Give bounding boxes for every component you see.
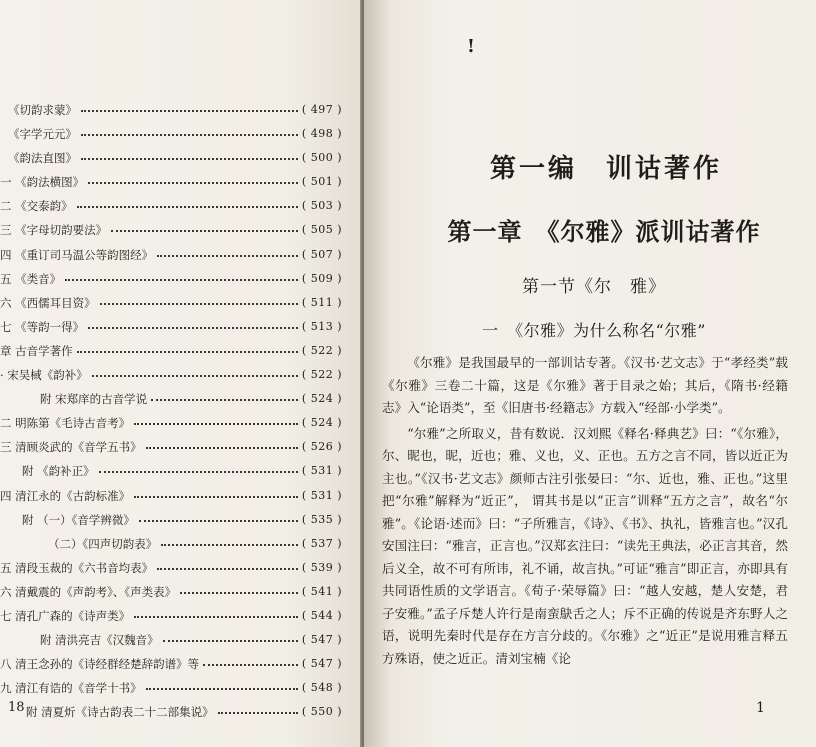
paragraph: “尔雅”之所取义，昔有数说．汉刘熙《释名·释典艺》曰：“《尔雅》，尔、昵也，昵，近也；雅、义也，义、正也。五方之言不同，皆以近正为主也。”《汉书·艺文志》颜师古注引张晏曰：“尔、近也，雅、正也。”这里把“尔雅”解释为“近正”， 谓其书是以“正言”训释“五方之言”，故名“尔雅”。《论语·述而》曰：“子所雅言，《诗》、《书》、执礼，皆雅言也。”汉孔安国注曰：“雅言，正言也。”汉郑玄注曰：“读先王典法，必正言其音，然后义全，故不可有所讳，礼不诵，故言执。”可证“雅言”即正言，亦即具有共同语性质的文学语言。《荀子·荣辱篇》曰：“越人安越，楚人安楚，君子安雅。”孟子斥楚人许行是南蛮鴃舌之人；斥不正确的传说是齐东野人之语，说明先秦时代是存在方言分歧的。《尔雅》之“近正”是说用雅言释五方殊语，使之近正。清刘宝楠《论 xyxy=(382,425,788,666)
toc-entry-title: 三 清顾炎武的《音学五书》 xyxy=(0,440,142,455)
toc-entry-page: ( 526 ) xyxy=(301,440,342,454)
toc-leader xyxy=(134,496,298,498)
toc-entry-page: ( 539 ) xyxy=(301,560,342,574)
toc-leader xyxy=(203,664,298,666)
toc-entry-page: ( 505 ) xyxy=(301,223,342,237)
toc-entry xyxy=(0,291,352,315)
toc-leader xyxy=(111,230,298,232)
toc-entry-title: 附 《韵补正》 xyxy=(22,464,95,479)
toc-leader xyxy=(88,327,298,329)
toc-leader xyxy=(77,206,298,208)
toc-entry-page: ( 500 ) xyxy=(301,151,342,165)
toc-entry-page: ( 498 ) xyxy=(301,127,342,141)
toc-entry-page: ( 497 ) xyxy=(301,103,342,116)
toc-leader xyxy=(134,423,298,425)
toc-entry-title: 一 《韵法横图》 xyxy=(0,175,85,190)
toc-entry xyxy=(0,676,352,700)
toc-entry-title: （二）《四声切韵表》 xyxy=(48,536,158,551)
toc-leader xyxy=(218,712,298,714)
toc-entry-page: ( 548 ) xyxy=(301,681,342,695)
toc-entry-page: ( 531 ) xyxy=(301,464,342,478)
toc-entry xyxy=(0,387,352,411)
toc-entry-title: 附 （一）《音学辨微》 xyxy=(22,512,135,527)
toc-entry-page: ( 509 ) xyxy=(301,271,342,285)
toc-entry-page: ( 513 ) xyxy=(301,319,342,333)
chapter-title: 第一章 《尔雅》派训诂著作 xyxy=(447,218,761,246)
toc-entry xyxy=(0,435,352,459)
ink-mark: ! xyxy=(467,36,475,57)
toc-entry xyxy=(0,580,352,604)
toc-entry-title: 九 清江有诰的《音学十书》 xyxy=(0,681,142,696)
toc-entry-page: ( 547 ) xyxy=(301,657,342,671)
right-page xyxy=(364,0,816,747)
toc-leader xyxy=(99,471,298,473)
subsection-title: 一 《尔雅》为什么称名“尔雅” xyxy=(482,321,706,340)
toc-entry-title: 《字学元元》 xyxy=(8,127,77,142)
toc-leader xyxy=(157,568,298,570)
toc-entry xyxy=(0,218,352,242)
toc-entry xyxy=(0,508,352,532)
toc-entry-title: 附 宋郑庠的古音学说 xyxy=(40,392,148,407)
toc-entry-title: 四 清江永的《古韵标准》 xyxy=(0,488,131,503)
toc-entry-page: ( 550 ) xyxy=(301,705,342,719)
toc-leader xyxy=(92,375,298,377)
left-page xyxy=(0,0,362,747)
toc-entry xyxy=(0,146,352,170)
toc-entry-title: · 宋吴棫《韵补》 xyxy=(0,368,88,383)
section-title: 第一节《尔 雅》 xyxy=(522,277,666,297)
toc-entry-title: 四 《重订司马温公等韵图经》 xyxy=(0,247,154,262)
toc-entry-title: 《韵法直图》 xyxy=(8,151,77,166)
toc-entry xyxy=(0,604,352,628)
toc-entry xyxy=(0,243,352,267)
toc-leader xyxy=(88,182,298,184)
toc-entry xyxy=(0,484,352,508)
toc-entry xyxy=(0,194,352,218)
toc-leader xyxy=(157,255,298,257)
toc-entry-page: ( 547 ) xyxy=(301,633,342,647)
left-page-number: 18 xyxy=(8,700,25,715)
toc-entry-title: 六 《西儒耳目资》 xyxy=(0,295,96,310)
toc-leader xyxy=(134,616,298,618)
toc-entry-title: 七 清孔广森的《诗声类》 xyxy=(0,608,131,623)
toc-entry-page: ( 501 ) xyxy=(301,175,342,189)
toc-entry-title: 五 清段玉裁的《六书音均表》 xyxy=(0,560,154,575)
toc-entry-page: ( 535 ) xyxy=(301,512,342,526)
toc-entry-page: ( 503 ) xyxy=(301,199,342,213)
toc-leader xyxy=(146,688,298,690)
toc-entry-title: 三 《字母切韵要法》 xyxy=(0,223,108,238)
toc-entry xyxy=(0,363,352,387)
toc-entry xyxy=(0,315,352,339)
body-text xyxy=(382,352,788,673)
toc-entry-title: 七 《等韵一得》 xyxy=(0,319,85,334)
toc-entry-title: 六 清戴震的《声韵考》、《声类表》 xyxy=(0,584,177,599)
toc-leader xyxy=(146,447,298,449)
toc-entry-page: ( 541 ) xyxy=(301,584,342,598)
toc-entry-title: 二 明陈第《毛诗古音考》 xyxy=(0,416,131,431)
toc-entry-page: ( 531 ) xyxy=(301,488,342,502)
toc-entry xyxy=(0,556,352,580)
toc-entry-page: ( 522 ) xyxy=(301,343,342,357)
toc-entry xyxy=(0,98,352,122)
toc-entry xyxy=(0,700,352,724)
toc-leader xyxy=(161,544,298,546)
toc-entry xyxy=(0,411,352,435)
toc-entry xyxy=(0,628,352,652)
toc-leader xyxy=(65,279,298,281)
toc-entry-page: ( 524 ) xyxy=(301,392,342,406)
toc-entry xyxy=(0,459,352,483)
toc-entry-title: 五 《类音》 xyxy=(0,271,62,286)
toc-entry-page: ( 524 ) xyxy=(301,416,342,430)
toc-entry xyxy=(0,122,352,146)
toc-entry-title: 二 《交泰韵》 xyxy=(0,199,73,214)
toc-leader xyxy=(100,303,298,305)
toc-leader xyxy=(139,520,298,522)
toc-entry xyxy=(0,170,352,194)
toc-entry-title: 附 清洪亮吉《汉魏音》 xyxy=(40,633,159,648)
toc-entry xyxy=(0,339,352,363)
toc-leader xyxy=(81,134,298,136)
toc-entry-title: 附 清夏炘《诗古韵表二十二部集说》 xyxy=(26,705,214,720)
paragraph: 《尔雅》是我国最早的一部训诂专著。《汉书·艺文志》于“孝经类”载《尔雅》三卷二十篇，这是《尔雅》著于目录之始；其后，《隋书·经籍志》入“论语类”，至《旧唐书·经籍志》方载入“经部·小学类”。 xyxy=(382,355,788,415)
table-of-contents xyxy=(0,98,352,724)
part-title: 第一编 训诂著作 xyxy=(489,154,722,184)
toc-entry-page: ( 511 ) xyxy=(301,295,342,309)
toc-entry-title: 八 清王念孙的《诗经群经楚辞韵谱》等 xyxy=(0,657,200,672)
toc-entry-page: ( 507 ) xyxy=(301,247,342,261)
toc-leader xyxy=(163,640,298,642)
toc-entry-title: 章 古音学著作 xyxy=(0,343,73,358)
toc-entry xyxy=(0,652,352,676)
toc-entry xyxy=(0,532,352,556)
toc-entry-page: ( 522 ) xyxy=(301,368,342,382)
toc-entry-page: ( 544 ) xyxy=(301,608,342,622)
toc-entry-page: ( 537 ) xyxy=(301,536,342,550)
toc-entry xyxy=(0,267,352,291)
toc-entry-title: 《切韵求蒙》 xyxy=(8,103,77,117)
toc-leader xyxy=(81,110,298,112)
toc-leader xyxy=(77,351,298,353)
toc-leader xyxy=(151,399,298,401)
toc-leader xyxy=(180,592,298,594)
toc-leader xyxy=(81,158,298,160)
right-page-number: 1 xyxy=(756,700,765,716)
